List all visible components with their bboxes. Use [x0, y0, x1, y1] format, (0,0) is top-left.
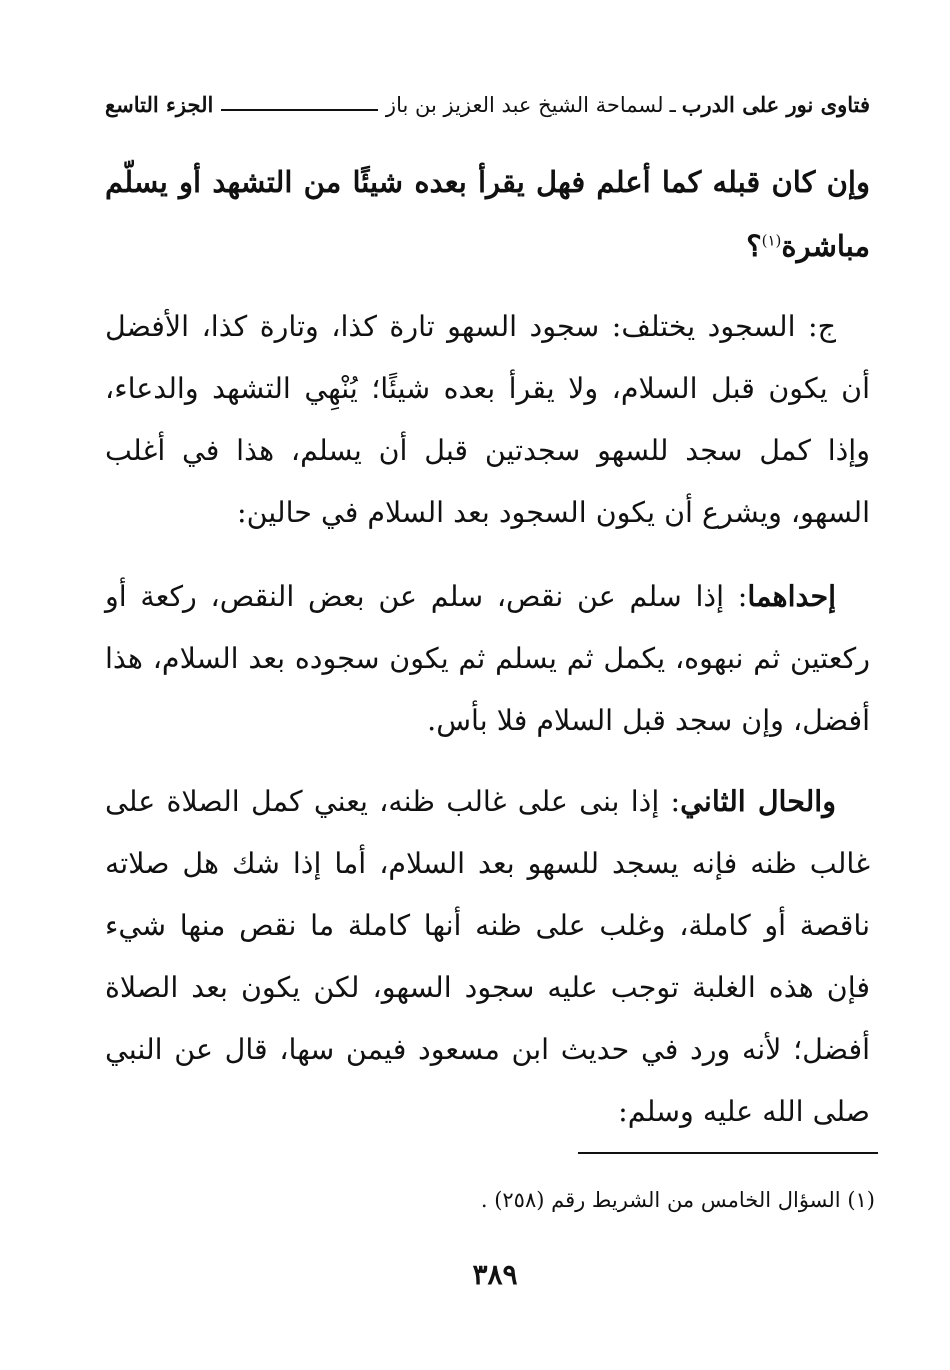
header-separator: ـ	[669, 92, 676, 117]
book-title: فتاوى نور على الدرب	[681, 92, 870, 117]
case-one-text: : إذا سلم عن نقص، سلم عن بعض النقص، ركعة أو ركعتين ثم نبهوه، يكمل ثم يسلم ثم يكون سجوده بعد السلام، هذا أفضل، وإن سجد قبل السلام فلا بأس.	[105, 580, 870, 737]
question-mark: ؟	[746, 229, 762, 263]
part-label: الجزء التاسع	[105, 92, 214, 117]
answer-paragraph-1	[105, 296, 870, 544]
question-body: وإن كان قبله كما أعلم فهل يقرأ بعده شيئًا من التشهد أو يسلّم مباشرة	[105, 165, 870, 263]
header-rule	[221, 109, 378, 111]
case-two-text: : إذا بنى على غالب ظنه، يعني كمل الصلاة على غالب ظنه فإنه يسجد للسهو بعد السلام، أما إذا شك هل صلاته ناقصة أو كاملة، وغلب على ظنه أنها كاملة ما نقص منها شيء فإن هذه الغلبة توجب عليه سجود السهو، لكن يكون بعد الصلاة أفضل؛ لأنه ورد في حديث ابن مسعود فيمن سها، قال عن النبي صلى الله عليه وسلم:	[105, 785, 870, 1128]
case-one-label: إحداهما	[747, 579, 836, 613]
answer-paragraph-1-text: ج: السجود يختلف: سجود السهو تارة كذا، وتارة كذا، الأفضل أن يكون قبل السلام، ولا يقرأ بعده شيئًا؛ يُنْهِي التشهد والدعاء، وإذا كمل سجد للسهو سجدتين قبل أن يسلم، هذا في أغلب السهو، ويشرع أن يكون السجود بعد السلام في حالين:	[105, 310, 870, 529]
footnote-divider	[578, 1152, 878, 1154]
answer-paragraph-3	[105, 770, 870, 1143]
question-text	[105, 150, 870, 278]
author-name: لسماحة الشيخ عبد العزيز بن باز	[385, 92, 664, 117]
page-number: ٣٨٩	[472, 1258, 518, 1291]
answer-paragraph-2	[105, 565, 870, 752]
footnote: (١) السؤال الخامس من الشريط رقم (٢٥٨) .	[480, 1188, 875, 1212]
footnote-marker: (١)	[761, 231, 782, 250]
case-two-label: والحال الثاني	[680, 784, 836, 818]
running-header	[105, 92, 870, 117]
